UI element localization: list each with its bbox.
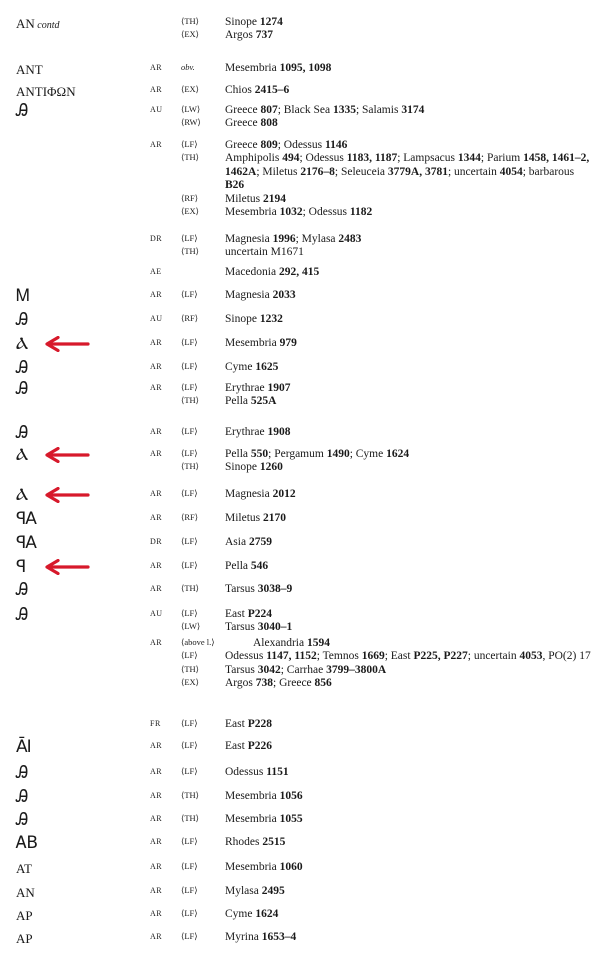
mint-references <box>225 16 595 29</box>
mint-name: Chios <box>225 84 255 96</box>
mint-references <box>225 448 595 461</box>
catalog-number: 1055 <box>279 813 303 825</box>
metal-code: AR <box>150 837 163 846</box>
mint-name: Mesembria <box>225 813 280 825</box>
catalog-number: 1060 <box>279 861 303 873</box>
mint-references <box>225 84 595 97</box>
mint-name: Pella <box>225 448 251 460</box>
position-code: ⟨LF⟩ <box>181 536 198 546</box>
catalog-number: 2415–6 <box>254 84 290 96</box>
metal-code: AR <box>150 584 163 593</box>
position-code: ⟨LF⟩ <box>181 885 198 895</box>
mint-references <box>225 206 595 219</box>
catalog-number: P226 <box>247 740 272 752</box>
metal-code: AR <box>150 489 163 498</box>
mint-references <box>225 289 595 302</box>
mint-references <box>225 117 595 130</box>
mint-name: Pella <box>225 560 251 572</box>
mint-references <box>225 790 595 803</box>
catalog-number: 1624 <box>255 908 279 920</box>
catalog-number: 1232 <box>259 313 283 325</box>
mint-name: ; uncertain <box>447 165 500 178</box>
mint-name: Cyme <box>225 361 256 373</box>
metal-code: AR <box>150 383 163 392</box>
metal-code: AR <box>150 449 163 458</box>
monogram: AP <box>16 908 33 923</box>
mint-name: Mylasa <box>225 885 262 897</box>
metal-code: AR <box>150 767 163 776</box>
metal-code: AR <box>150 140 163 149</box>
position-code: ⟨TH⟩ <box>181 395 199 406</box>
monogram: Ꭿ <box>16 787 28 807</box>
mint-references <box>225 766 595 779</box>
mint-name: ; Odessus <box>302 206 350 218</box>
mint-name: Amphipolis <box>225 152 283 165</box>
monogram: ꟼA <box>16 509 36 529</box>
mint-name: Argos <box>225 29 256 42</box>
position-code: ⟨LF⟩ <box>181 289 198 299</box>
catalog-number: 3038–9 <box>257 583 293 595</box>
mint-name: ; barbarous <box>522 165 575 178</box>
catalog-number: 3040–1 <box>257 621 293 634</box>
catalog-number: 292, 415 <box>278 266 320 278</box>
mint-references <box>225 246 595 259</box>
metal-code: AR <box>150 791 163 800</box>
mint-references <box>225 621 595 634</box>
mint-references <box>225 193 595 206</box>
mint-references <box>225 512 595 525</box>
catalog-number: 738 <box>255 677 274 690</box>
catalog-number: 737 <box>255 29 274 42</box>
mint-name: Argos <box>225 677 256 690</box>
monogram: ᎪB <box>16 833 38 853</box>
catalog-number: 2483 <box>338 233 362 245</box>
position-code: ⟨TH⟩ <box>181 152 199 163</box>
mint-name: Mesembria <box>225 337 280 349</box>
mint-name: Mesembria <box>225 790 280 802</box>
monogram: Ⲁ <box>16 445 28 465</box>
catalog-number: 1095, 1098 <box>279 62 332 74</box>
metal-code: AR <box>150 741 163 750</box>
position-code: ⟨LF⟩ <box>181 448 198 458</box>
mint-references <box>253 637 605 650</box>
mint-references <box>225 861 595 874</box>
catalog-number: 4053 <box>519 650 543 663</box>
metal-code: AR <box>150 561 163 570</box>
mint-name: ; Cyme <box>349 448 387 460</box>
mint-name: Cyme <box>225 908 256 920</box>
metal-code: AR <box>150 932 163 941</box>
mint-references <box>225 233 595 246</box>
catalog-number: 2012 <box>272 488 296 500</box>
mint-references <box>225 650 595 663</box>
catalog-number: 3174 <box>401 104 425 116</box>
mint-name: ; Lampsacus <box>397 152 458 165</box>
catalog-number: 2515 <box>262 836 286 848</box>
mint-references <box>225 62 595 75</box>
catalog-number: 1147, 1152 <box>266 650 317 663</box>
catalog-number: 3799–3800A <box>326 663 387 676</box>
position-code: ⟨EX⟩ <box>181 84 199 94</box>
catalog-number: 494 <box>282 152 300 165</box>
mint-references <box>225 488 595 501</box>
position-code: ⟨LF⟩ <box>181 361 198 371</box>
position-code: ⟨LW⟩ <box>181 621 201 632</box>
catalog-number: 1274 <box>259 16 283 28</box>
metal-code: AR <box>150 338 163 347</box>
metal-code: AR <box>150 362 163 371</box>
monogram: AP <box>16 931 33 946</box>
catalog-number: 856 <box>314 677 332 690</box>
mint-references <box>225 677 595 690</box>
position-code: ⟨LF⟩ <box>181 740 198 750</box>
mint-references <box>225 461 595 474</box>
catalog-number: 2194 <box>263 192 287 205</box>
mint-name: Sinope <box>225 16 260 28</box>
metal-code: DR <box>150 234 163 243</box>
mint-name: Magnesia <box>225 233 273 245</box>
position-code: ⟨above l.⟩ <box>181 637 215 647</box>
monogram: Ꭿ <box>16 310 28 330</box>
catalog-number: 546 <box>250 560 269 572</box>
mint-references <box>225 560 595 573</box>
mint-name: Odessus <box>225 766 267 778</box>
metal-code: AU <box>150 314 163 323</box>
position-code: ⟨LF⟩ <box>181 766 198 776</box>
monogram: Ⲁ <box>16 334 28 354</box>
monogram: ꟼ <box>16 557 26 577</box>
catalog-number: 550 <box>250 448 269 460</box>
mint-references <box>225 266 595 279</box>
mint-name: Mesembria <box>225 861 280 873</box>
catalog-number: 2176–8 <box>300 165 335 178</box>
mint-name: Greece <box>225 139 261 151</box>
catalog-number: 1624 <box>386 448 410 460</box>
position-code: ⟨TH⟩ <box>181 583 199 593</box>
mint-references <box>225 382 595 395</box>
mint-references <box>225 536 595 549</box>
metal-code: FR <box>150 719 161 728</box>
catalog-number: 1183, 1187 <box>346 152 398 165</box>
mint-name: Rhodes <box>225 836 263 848</box>
mint-references <box>225 152 595 192</box>
metal-code: AE <box>150 267 162 276</box>
position-code: ⟨LF⟩ <box>181 718 198 728</box>
mint-name: ; Pergamum <box>268 448 327 460</box>
mint-name: East <box>225 608 248 620</box>
position-code: ⟨EX⟩ <box>181 29 199 40</box>
mint-references <box>225 583 595 596</box>
position-code: ⟨LF⟩ <box>181 861 198 871</box>
mint-name: Mesembria <box>225 206 280 218</box>
catalog-number: 2759 <box>248 536 272 548</box>
monogram: AN <box>16 885 35 900</box>
metal-code: AR <box>150 814 163 823</box>
catalog-number: 2170 <box>263 512 287 524</box>
mint-name: ; Temnos <box>316 650 362 663</box>
mint-name: Asia <box>225 536 249 548</box>
monogram: AN contd <box>16 16 60 31</box>
mint-name: Tarsus <box>225 663 258 676</box>
mint-name: Alexandria <box>253 637 307 649</box>
monogram-suffix: contd <box>34 20 60 31</box>
mint-name: ; Salamis <box>355 104 402 116</box>
monogram: AT <box>16 861 32 876</box>
mint-name: ; Odessus <box>299 152 347 165</box>
monogram: Ꮇ <box>16 286 29 306</box>
catalog-number: 807 <box>260 104 278 116</box>
mint-references <box>225 908 595 921</box>
metal-code: AR <box>150 85 163 94</box>
position-code: ⟨TH⟩ <box>181 16 199 26</box>
mint-name: ; Carrhae <box>280 663 327 676</box>
catalog-number: 1996 <box>272 233 296 245</box>
mint-name: ; Greece <box>273 677 315 690</box>
position-code: ⟨TH⟩ <box>181 246 199 257</box>
mint-name: East <box>225 718 248 730</box>
mint-name: Tarsus <box>225 583 258 595</box>
monogram: Ꭿ <box>16 358 28 378</box>
metal-code: DR <box>150 537 163 546</box>
monogram: Ꭿ <box>16 101 28 121</box>
catalog-number: 1182 <box>349 206 373 218</box>
mint-references <box>225 836 595 849</box>
catalog-number: 1907 <box>267 382 291 394</box>
monogram: Ꭿ <box>16 810 28 830</box>
catalog-number: 2495 <box>261 885 285 897</box>
catalog-number: P228 <box>247 718 272 730</box>
metal-code: AR <box>150 427 163 436</box>
mint-name: , PO(2) 17 <box>542 650 591 663</box>
position-code: ⟨TH⟩ <box>181 790 199 800</box>
position-code: ⟨LF⟩ <box>181 608 198 618</box>
mint-name: Miletus <box>225 512 264 524</box>
position-code: ⟨LF⟩ <box>181 426 198 436</box>
catalog-number: 525A <box>250 395 277 408</box>
mint-name: Sinope <box>225 313 260 325</box>
mint-name: Greece <box>225 104 261 116</box>
position-code: ⟨RF⟩ <box>181 192 199 203</box>
mint-references <box>225 718 595 731</box>
catalog-number: 1056 <box>279 790 303 802</box>
position-code: ⟨LW⟩ <box>181 104 201 114</box>
red-arrow-icon <box>44 447 90 463</box>
catalog-number: 4054 <box>499 165 523 178</box>
mint-references <box>225 813 595 826</box>
metal-code: AR <box>150 513 163 522</box>
mint-name: Greece <box>225 117 261 130</box>
mint-references <box>225 740 595 753</box>
mint-name: Magnesia <box>225 289 273 301</box>
mint-name: Odessus <box>225 650 267 663</box>
catalog-number: 1653–4 <box>261 931 297 943</box>
position-code: ⟨LF⟩ <box>181 836 198 846</box>
metal-code: AR <box>150 886 163 895</box>
mint-name: ; East <box>384 650 414 663</box>
mint-name: Macedonia <box>225 266 279 278</box>
mint-references <box>225 361 595 374</box>
position-code: ⟨LF⟩ <box>181 931 198 941</box>
catalog-number: 1151 <box>266 766 289 778</box>
position-code: ⟨LF⟩ <box>181 560 198 570</box>
catalog-number: 3042 <box>257 663 281 676</box>
metal-code: AR <box>150 862 163 871</box>
catalog-number: 1669 <box>361 650 385 663</box>
catalog-number: 808 <box>260 117 278 130</box>
metal-code: AU <box>150 105 163 114</box>
mint-name: Sinope <box>225 461 260 474</box>
mint-name: Tarsus <box>225 621 258 634</box>
mint-name: Magnesia <box>225 488 273 500</box>
catalog-number: 1335 <box>332 104 356 116</box>
mint-name: East <box>225 740 248 752</box>
mint-references <box>225 395 595 408</box>
catalog-number: 1625 <box>255 361 279 373</box>
position-code: ⟨EX⟩ <box>181 677 199 688</box>
monogram: ANT <box>16 62 43 77</box>
mint-name: ; Black Sea <box>277 104 333 116</box>
mint-name: Erythrae <box>225 382 268 394</box>
catalog-number: 1146 <box>324 139 348 151</box>
mint-name: ; Mylasa <box>295 233 339 245</box>
mint-name: Mesembria <box>225 62 280 74</box>
catalog-number: 1458, 1461–2, 1462A <box>225 152 590 178</box>
catalog-number: 2033 <box>272 289 296 301</box>
metal-code: AR <box>150 638 163 647</box>
mint-name: ; Seleuceia <box>334 165 388 178</box>
monogram: Ꭿ <box>16 605 28 625</box>
mint-references <box>225 426 595 439</box>
catalog-number: 1032 <box>279 206 303 218</box>
position-code: ⟨EX⟩ <box>181 206 199 216</box>
position-code: ⟨RF⟩ <box>181 313 199 323</box>
monogram: Ꭿ <box>16 763 28 783</box>
metal-code: AR <box>150 909 163 918</box>
mint-references <box>225 885 595 898</box>
monogram: Ⲁ <box>16 485 28 505</box>
position-code: ⟨TH⟩ <box>181 813 199 823</box>
position-code: ⟨LF⟩ <box>181 139 198 149</box>
mint-name: Pella <box>225 395 251 408</box>
red-arrow-icon <box>44 336 90 352</box>
monogram: Ꭿ <box>16 423 28 443</box>
catalog-number: P224 <box>247 608 272 620</box>
mint-references <box>225 608 595 621</box>
mint-references <box>225 139 595 152</box>
catalog-number: 1260 <box>259 461 283 474</box>
metal-code: AU <box>150 609 163 618</box>
position-code: ⟨TH⟩ <box>181 663 199 674</box>
position-code: ⟨RW⟩ <box>181 117 201 128</box>
monogram: ANTIΦΩN <box>16 84 76 99</box>
red-arrow-icon <box>44 487 90 503</box>
mint-references <box>225 931 595 944</box>
mint-references <box>225 104 595 117</box>
red-arrow-icon <box>44 559 90 575</box>
catalog-number: 1908 <box>267 426 291 438</box>
position-code: obv. <box>181 62 195 72</box>
monogram: Ꭿ <box>16 580 28 600</box>
mint-references <box>225 337 595 350</box>
catalog-number: 809 <box>260 139 278 151</box>
mint-name: Miletus <box>225 192 264 205</box>
mint-name: ; Parium <box>480 152 524 165</box>
monogram: ĀI <box>16 737 31 757</box>
position-code: ⟨LF⟩ <box>181 382 198 392</box>
catalog-number: 3779A, 3781 <box>387 165 448 178</box>
position-code: ⟨LF⟩ <box>181 908 198 918</box>
mint-name: ; Miletus <box>256 165 301 178</box>
position-code: ⟨LF⟩ <box>181 337 198 347</box>
mint-name: uncertain M1671 <box>225 246 304 259</box>
mint-references <box>225 664 595 677</box>
mint-name: Myrina <box>225 931 262 943</box>
mint-references <box>225 29 595 42</box>
mint-name: ; Odessus <box>277 139 325 151</box>
catalog-number: 1490 <box>326 448 350 460</box>
position-code: ⟨TH⟩ <box>181 461 199 472</box>
position-code: ⟨LF⟩ <box>181 233 198 243</box>
metal-code: AR <box>150 63 163 72</box>
catalog-number: 1344 <box>457 152 481 165</box>
metal-code: AR <box>150 290 163 299</box>
monogram: Ꭿ <box>16 379 28 399</box>
monogram: ꟼA <box>16 533 36 553</box>
catalog-number: 1594 <box>306 637 330 649</box>
catalog-number: 979 <box>279 337 297 349</box>
position-code: ⟨RF⟩ <box>181 512 199 522</box>
mint-name: Erythrae <box>225 426 268 438</box>
position-code: ⟨LF⟩ <box>181 488 198 498</box>
position-code: ⟨LF⟩ <box>181 650 198 661</box>
mint-name: ; uncertain <box>467 650 520 663</box>
mint-references <box>225 313 595 326</box>
catalog-number: P225, P227 <box>413 650 468 663</box>
catalog-number: B26 <box>225 179 245 192</box>
